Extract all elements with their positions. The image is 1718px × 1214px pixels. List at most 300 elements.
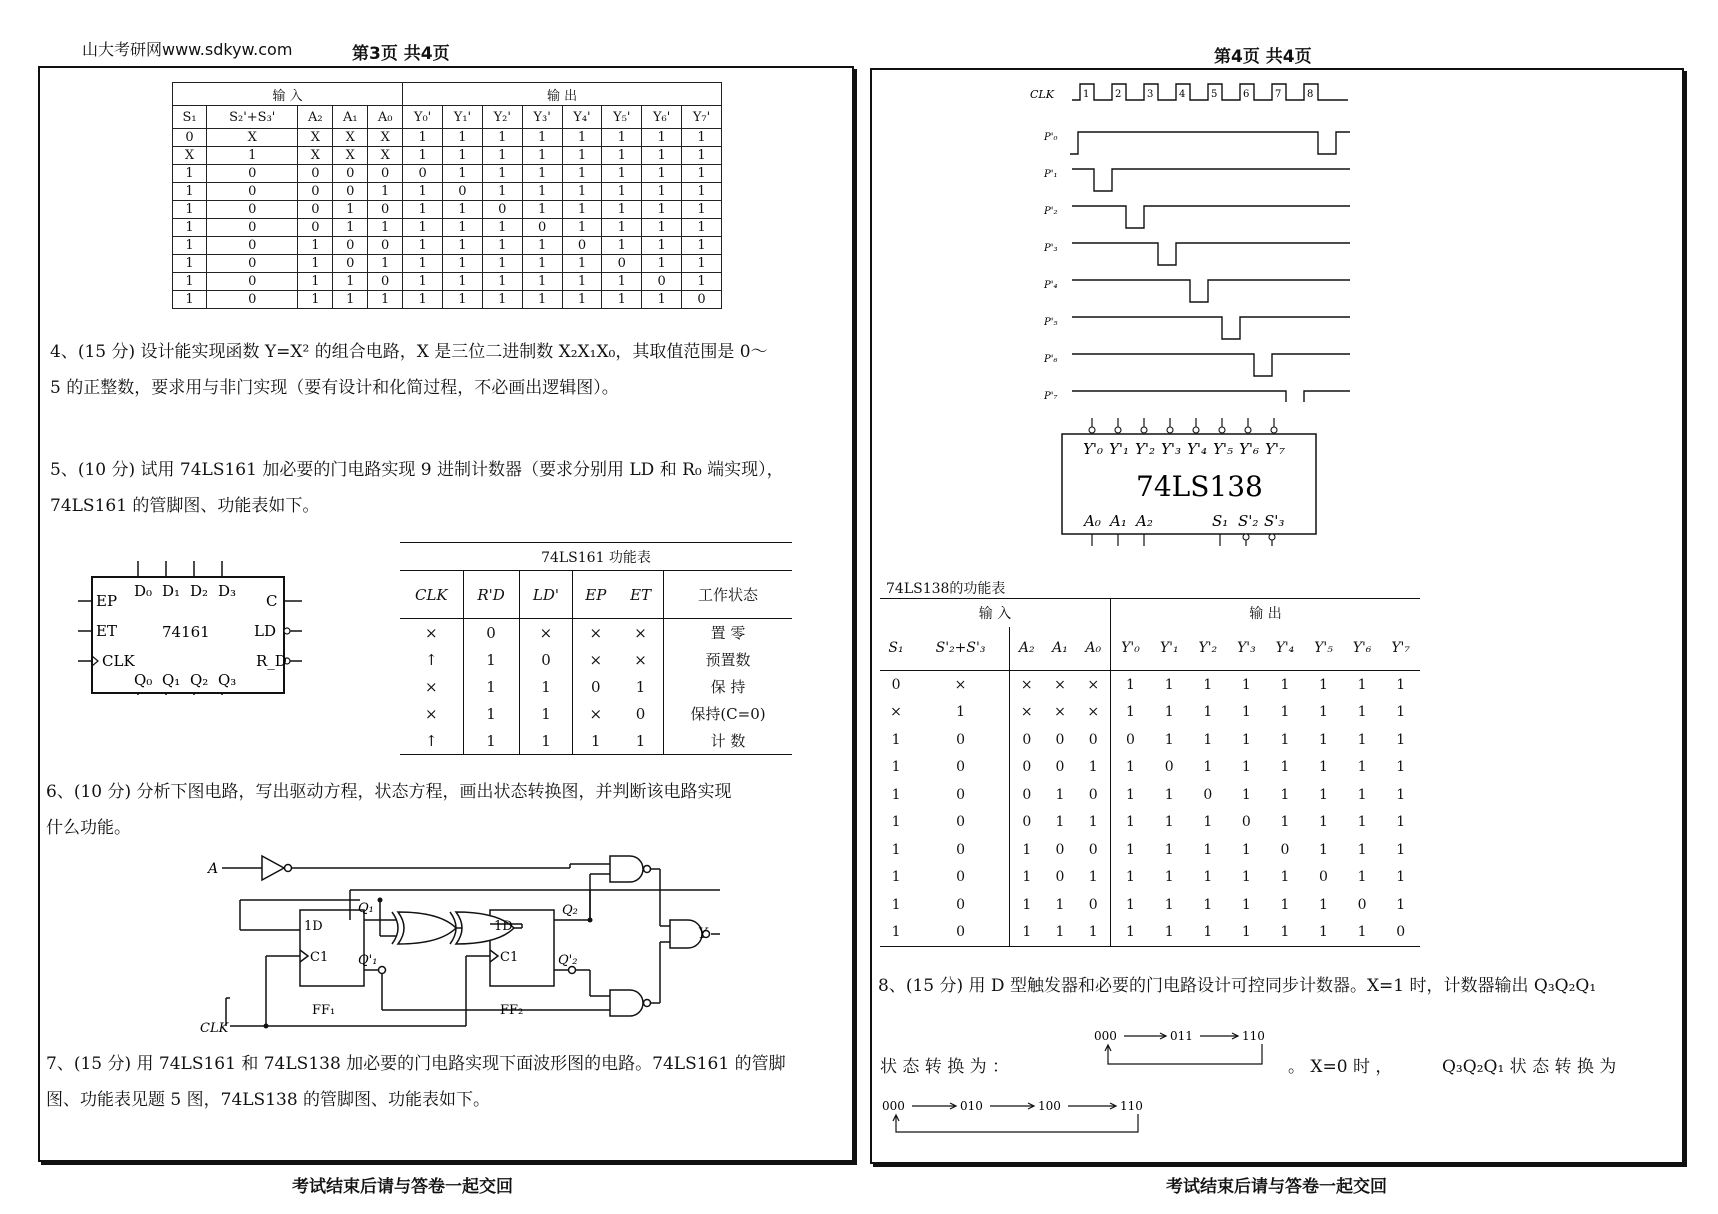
t1-cell: 0 xyxy=(642,273,682,291)
t138-cell: 0 xyxy=(1077,781,1111,809)
t1-cell: 1 xyxy=(522,237,562,255)
t1-cell: 1 xyxy=(298,255,333,273)
t138-cell: 0 xyxy=(912,754,1010,782)
clk-pulse-number: 2 xyxy=(1115,89,1122,100)
t1-cell: 0 xyxy=(368,237,403,255)
t138-cell: 1 xyxy=(1319,896,1328,913)
seq2-state-0: 000 xyxy=(882,1099,905,1113)
t161-cell: × xyxy=(618,646,663,673)
t161-cell: 0 xyxy=(463,619,519,647)
t138-cell: 0 xyxy=(912,809,1010,837)
t1-cell: 1 xyxy=(562,291,602,309)
t138-cell: 1 xyxy=(1319,841,1328,858)
t161-cell: × xyxy=(618,619,663,647)
t138-cell: 1 xyxy=(1319,731,1328,748)
t138-cell: 1 xyxy=(1280,676,1290,693)
t1-cell: 0 xyxy=(443,183,483,201)
table-row xyxy=(880,809,1420,837)
chip138-enable-pin: S'₃ xyxy=(1264,512,1285,530)
table-row xyxy=(173,147,722,165)
circuit-input-a: A xyxy=(208,861,219,877)
t1-cell: X xyxy=(368,147,403,165)
t138-cell: × xyxy=(912,671,1010,699)
t138-cell: 1 xyxy=(1280,869,1290,886)
t1-cell: 1 xyxy=(682,147,722,165)
chip138-address-pin: A₁ xyxy=(1110,512,1127,530)
t161-cell: ↑ xyxy=(400,727,463,755)
t1-cell: 1 xyxy=(403,129,443,147)
question-5 xyxy=(50,452,840,524)
signal-waveform xyxy=(1072,169,1350,191)
t138-group-output: 输 出 xyxy=(1249,605,1282,622)
t138-cell: 1 xyxy=(1319,924,1328,941)
t1-cell: 1 xyxy=(482,147,522,165)
clk-pulse-number: 7 xyxy=(1275,89,1282,100)
t138-cell: 1 xyxy=(1396,896,1406,913)
t138-cell: 1 xyxy=(891,731,901,748)
question-8 xyxy=(878,968,1678,1004)
seq1-state-1: 011 xyxy=(1170,1029,1193,1043)
t138-cell: 1 xyxy=(1164,676,1174,693)
t1-cell: 0 xyxy=(298,165,333,183)
t1-cell: 1 xyxy=(682,129,722,147)
signal-label: P'₆ xyxy=(1044,354,1058,365)
chip138-enable-pin: S₁ xyxy=(1212,512,1229,530)
t1-cell: 1 xyxy=(173,291,207,309)
t1-cell: 1 xyxy=(682,255,722,273)
header-site: 山大考研网www.sdkyw.com xyxy=(82,40,293,59)
table-row xyxy=(173,291,722,309)
t138-col-header: S₁ xyxy=(888,640,904,657)
t138-cell: 1 xyxy=(1077,919,1111,947)
t1-col-header: Y₆' xyxy=(642,106,682,129)
question-7 xyxy=(46,1046,846,1118)
t138-cell: × xyxy=(1077,671,1111,699)
t1-cell: 1 xyxy=(443,165,483,183)
t138-cell: 1 xyxy=(1203,896,1213,913)
signal-waveform xyxy=(1072,280,1350,302)
t138-group-input: 输 入 xyxy=(880,599,1110,627)
t138-cell: 1 xyxy=(1396,814,1406,831)
table-row xyxy=(880,891,1420,919)
t1-cell: 0 xyxy=(298,183,333,201)
t138-col-header: Y'₃ xyxy=(1237,640,1256,657)
t161-cell: × xyxy=(400,619,463,647)
t1-cell: 1 xyxy=(443,201,483,219)
t1-cell: 1 xyxy=(403,183,443,201)
table-row xyxy=(880,754,1420,782)
t138-cell: 1 xyxy=(1077,754,1111,782)
t138-cell: 1 xyxy=(1396,704,1406,721)
t1-cell: 1 xyxy=(602,129,642,147)
header-page-left: 第3页 共4页 xyxy=(352,44,450,64)
t138-cell: 1 xyxy=(1022,841,1032,858)
clk-pulse-number: 4 xyxy=(1179,89,1186,100)
t138-cell: 1 xyxy=(1241,786,1251,803)
t161-cell: 1 xyxy=(463,673,519,700)
t161-cell: ↑ xyxy=(400,646,463,673)
t138-cell: 0 xyxy=(912,864,1010,892)
t138-col-header: A₁ xyxy=(1052,640,1068,657)
t161-cell: × xyxy=(589,623,603,642)
t138-cell: 1 xyxy=(1357,759,1367,776)
t1-cell: 1 xyxy=(642,147,682,165)
table-row xyxy=(400,700,792,727)
t138-cell: 1 xyxy=(1319,676,1328,693)
decoder-table-1 xyxy=(172,82,722,309)
table-row xyxy=(400,673,792,700)
t1-cell: 1 xyxy=(562,273,602,291)
t1-cell: 0 xyxy=(403,165,443,183)
t138-cell: 1 xyxy=(1077,809,1111,837)
t138-cell: 0 xyxy=(1022,759,1032,776)
t138-cell: 0 xyxy=(912,919,1010,947)
t138-cell: 1 xyxy=(1203,704,1213,721)
t1-cell: 1 xyxy=(562,219,602,237)
t138-cell: 0 xyxy=(1055,841,1065,858)
t138-cell: × xyxy=(1077,699,1111,727)
seq1-state-0: 000 xyxy=(1094,1029,1117,1043)
t138-cell: 1 xyxy=(1396,731,1406,748)
t1-cell: 0 xyxy=(368,273,403,291)
t138-cell: 1 xyxy=(1164,786,1174,803)
t161-cell: 1 xyxy=(618,727,663,755)
t1-cell: X xyxy=(333,129,368,147)
t138-cell: 1 xyxy=(1241,841,1251,858)
t161-cell: 置 零 xyxy=(710,624,746,642)
t1-cell: X xyxy=(173,147,207,165)
table-row xyxy=(173,237,722,255)
t1-cell: 1 xyxy=(642,129,682,147)
t1-cell: 1 xyxy=(368,183,403,201)
t138-cell: 1 xyxy=(1126,676,1135,693)
table-row xyxy=(173,201,722,219)
ff1-c-label: C1 xyxy=(310,950,329,965)
t138-cell: 0 xyxy=(1126,731,1135,748)
t138-cell: 0 xyxy=(1241,814,1251,831)
ff1-name: FF₁ xyxy=(312,1003,336,1018)
chip-74138-diagram xyxy=(1052,418,1332,548)
t161-col-state: 工作状态 xyxy=(663,571,792,619)
t138-cell: 1 xyxy=(1396,786,1406,803)
t1-col-header: Y₄' xyxy=(562,106,602,129)
t138-col-header: A₂ xyxy=(1018,640,1035,657)
t1-cell: 1 xyxy=(682,183,722,201)
t138-cell: 0 xyxy=(1077,891,1111,919)
t1-cell: 1 xyxy=(602,201,642,219)
t1-col-header: A₀ xyxy=(368,106,403,129)
t138-cell: 1 xyxy=(1357,869,1367,886)
t138-cell: 1 xyxy=(1396,759,1406,776)
table-row xyxy=(400,619,792,647)
pin-et: ET xyxy=(96,622,117,640)
t1-cell: 1 xyxy=(443,129,483,147)
t161-cell: × xyxy=(400,700,463,727)
t161-col-ld: LD' xyxy=(519,571,573,619)
t1-cell: 1 xyxy=(403,255,443,273)
signal-waveform xyxy=(1072,206,1350,228)
t1-cell: 1 xyxy=(562,147,602,165)
t1-cell: 1 xyxy=(522,201,562,219)
t138-cell: 1 xyxy=(891,814,901,831)
q5-line-2: 74LS161 的管脚图、功能表如下。 xyxy=(50,496,320,516)
t1-cell: 1 xyxy=(682,201,722,219)
t138-cell: 1 xyxy=(1396,869,1406,886)
chip-74161-name: 74161 xyxy=(162,623,210,641)
signal-label: P'₅ xyxy=(1044,317,1058,328)
q6-line-2: 什么功能。 xyxy=(46,818,131,838)
t1-cell: 1 xyxy=(368,219,403,237)
t1-cell: 1 xyxy=(562,165,602,183)
t138-cell: 1 xyxy=(1055,786,1065,803)
t1-cell: 0 xyxy=(207,165,298,183)
t138-cell: 1 xyxy=(1280,759,1290,776)
t138-col-header: Y'₂ xyxy=(1198,640,1218,657)
t138-cell: 0 xyxy=(1280,841,1290,858)
header-page-right: 第4页 共4页 xyxy=(1214,47,1312,67)
t138-cell: 1 xyxy=(1319,786,1328,803)
t138-col-header: Y'₆ xyxy=(1352,640,1372,657)
t138-cell: 1 xyxy=(1022,924,1032,941)
t1-col-header: A₁ xyxy=(333,106,368,129)
state-sequence-x1 xyxy=(1090,1022,1280,1072)
pin-q1: Q₁ xyxy=(162,671,181,689)
t138-cell: × xyxy=(1020,704,1033,721)
t1-cell: 1 xyxy=(173,273,207,291)
table-row xyxy=(173,219,722,237)
t138-cell: 1 xyxy=(1164,924,1174,941)
t1-cell: 1 xyxy=(173,219,207,237)
t1-cell: 1 xyxy=(602,165,642,183)
pin-ep: EP xyxy=(96,592,118,610)
t138-cell: 0 xyxy=(891,676,901,693)
t1-cell: 0 xyxy=(333,183,368,201)
t1-cell: 1 xyxy=(482,219,522,237)
t138-cell: 1 xyxy=(1319,814,1328,831)
signal-waveform xyxy=(1072,317,1350,339)
t161-title: 74LS161 功能表 xyxy=(400,543,792,571)
t138-cell: 0 xyxy=(912,891,1010,919)
state-sequence-x0 xyxy=(880,1094,1170,1150)
q4-line-1: 4、(15 分) 设计能实现函数 Y=X² 的组合电路，X 是三位二进制数 X₂X₁X₀，其取值范围是 0～ xyxy=(50,342,768,362)
clk-pulse-number: 6 xyxy=(1243,89,1250,100)
t1-cell: 1 xyxy=(403,147,443,165)
t1-cell: 1 xyxy=(522,291,562,309)
t138-cell: 1 xyxy=(1055,924,1065,941)
signal-label: P'₄ xyxy=(1044,280,1058,291)
t138-cell: 1 xyxy=(1280,704,1290,721)
q4-line-2: 5 的正整数，要求用与非门实现（要有设计和化简过程，不必画出逻辑图）。 xyxy=(50,378,619,398)
waveform-diagram xyxy=(1030,72,1350,402)
q8-line-1: 8、(15 分) 用 D 型触发器和必要的门电路设计可控同步计数器。X=1 时，计数器输出 Q₃Q₂Q₁ xyxy=(878,976,1597,996)
t138-col-header: Y'₄ xyxy=(1275,640,1295,657)
table-row xyxy=(880,781,1420,809)
t138-cell: 1 xyxy=(1164,731,1174,748)
t1-cell: 1 xyxy=(602,237,642,255)
t138-cell: 1 xyxy=(1126,924,1135,941)
chip-74161-diagram xyxy=(70,555,320,695)
chip138-output-pin: Y'₁ xyxy=(1109,440,1130,458)
t1-cell: 0 xyxy=(298,201,333,219)
t1-cell: 1 xyxy=(642,165,682,183)
table-row xyxy=(173,165,722,183)
t138-cell: 1 xyxy=(1357,841,1367,858)
t138-cell: 0 xyxy=(1022,814,1032,831)
t1-cell: 1 xyxy=(333,219,368,237)
table-row xyxy=(400,727,792,755)
t161-col-rd: R'D xyxy=(463,571,519,619)
t138-cell: 0 xyxy=(1203,786,1213,803)
t1-cell: 1 xyxy=(642,291,682,309)
t1-cell: 1 xyxy=(333,291,368,309)
t138-cell: 0 xyxy=(1055,869,1065,886)
t138-cell: 0 xyxy=(1055,731,1065,748)
t138-cell: 1 xyxy=(1022,896,1032,913)
t1-cell: 1 xyxy=(443,237,483,255)
t138-cell: 1 xyxy=(1203,814,1213,831)
chip138-output-pin: Y'₃ xyxy=(1161,440,1182,458)
t1-cell: 1 xyxy=(482,165,522,183)
t138-cell: 1 xyxy=(1203,924,1213,941)
inverter-gate xyxy=(262,856,284,880)
t138-col-header: A₀ xyxy=(1077,627,1111,671)
pin-q2: Q₂ xyxy=(190,671,209,689)
t1-cell: 1 xyxy=(403,219,443,237)
t1-cell: 0 xyxy=(207,255,298,273)
t161-cell: 1 xyxy=(519,727,573,755)
t1-cell: 1 xyxy=(522,255,562,273)
t138-cell: 1 xyxy=(1126,814,1135,831)
table-row xyxy=(173,129,722,147)
t161-cell: 预置数 xyxy=(705,651,751,669)
q7-line-2: 图、功能表见题 5 图，74LS138 的管脚图、功能表如下。 xyxy=(46,1090,491,1110)
chip138-output-pin: Y'₇ xyxy=(1265,440,1286,458)
sequential-circuit xyxy=(200,838,720,1038)
t161-cell: 计 数 xyxy=(663,727,792,755)
t1-cell: 0 xyxy=(368,201,403,219)
t138-cell: 1 xyxy=(1357,704,1367,721)
t161-col-clk: CLK xyxy=(400,571,463,619)
signal-label: P'₃ xyxy=(1044,243,1058,254)
function-table-74161 xyxy=(400,542,792,755)
t1-cell: 0 xyxy=(333,165,368,183)
t1-cell: 1 xyxy=(482,129,522,147)
t138-cell: 0 xyxy=(1022,786,1032,803)
ff1-d-label: 1D xyxy=(304,919,323,934)
t1-cell: 1 xyxy=(642,219,682,237)
t1-cell: 1 xyxy=(682,165,722,183)
t138-cell: 1 xyxy=(1241,869,1251,886)
ff1-qn-label: Q'₁ xyxy=(358,953,378,968)
t138-cell: 1 xyxy=(891,841,901,858)
t1-cell: 1 xyxy=(443,291,483,309)
t138-cell: 1 xyxy=(1055,896,1065,913)
table-row xyxy=(880,919,1420,947)
t1-cell: 1 xyxy=(298,291,333,309)
t1-col-header: Y₃' xyxy=(522,106,562,129)
t138-cell: 1 xyxy=(1396,676,1406,693)
t1-cell: 0 xyxy=(368,165,403,183)
t1-cell: X xyxy=(207,129,298,147)
t138-cell: 1 xyxy=(1241,731,1251,748)
t1-cell: 1 xyxy=(682,219,722,237)
table-row xyxy=(173,255,722,273)
signal-waveform xyxy=(1072,354,1350,376)
t138-cell: 1 xyxy=(891,786,901,803)
question-4 xyxy=(50,334,840,406)
t138-cell: 1 xyxy=(1357,924,1367,941)
t138-col-header: Y'₅ xyxy=(1314,640,1333,657)
t138-cell: 0 xyxy=(912,726,1010,754)
function-table-74138 xyxy=(880,598,1420,947)
chip138-address-pin: A₀ xyxy=(1084,512,1101,530)
t138-cell: 0 xyxy=(1396,924,1406,941)
t138-cell: 0 xyxy=(1164,759,1174,776)
t1-cell: 1 xyxy=(562,201,602,219)
t138-cell: 1 xyxy=(891,896,901,913)
table-row xyxy=(880,699,1420,727)
t1-cell: 1 xyxy=(482,291,522,309)
t1-cell: 0 xyxy=(333,237,368,255)
pin-rd: R_D xyxy=(256,652,287,670)
t138-col-header: S'₂+S'₃ xyxy=(912,627,1010,671)
q6-line-1: 6、(10 分) 分析下图电路，写出驱动方程，状态方程，画出状态转换图，并判断该电路实现 xyxy=(46,782,732,802)
t1-cell: 1 xyxy=(333,273,368,291)
t1-cell: 1 xyxy=(482,183,522,201)
t138-cell: 0 xyxy=(1055,759,1065,776)
t161-cell: 0 xyxy=(519,646,573,673)
t161-cell: 保持(C=0) xyxy=(690,705,766,723)
ff2-name: FF₂ xyxy=(500,1003,524,1018)
t1-cell: 1 xyxy=(443,255,483,273)
pin-d1: D₁ xyxy=(162,582,181,600)
t1-col-header: S₂'+S₃' xyxy=(207,106,298,129)
signal-label: P'₁ xyxy=(1044,169,1058,180)
t1-cell: 1 xyxy=(682,273,722,291)
t138-cell: 1 xyxy=(891,924,901,941)
t1-cell: 1 xyxy=(207,147,298,165)
t1-cell: 0 xyxy=(482,201,522,219)
pin-d0: D₀ xyxy=(134,582,153,600)
t138-cell: 1 xyxy=(1203,759,1213,776)
t1-cell: X xyxy=(298,129,333,147)
t138-col-header: Y'₀ xyxy=(1121,640,1140,657)
t1-cell: 1 xyxy=(522,273,562,291)
t1-cell: 1 xyxy=(602,147,642,165)
table-row xyxy=(880,726,1420,754)
nand-gate-1 xyxy=(610,856,643,882)
t161-cell: × xyxy=(519,619,573,647)
t1-cell: X xyxy=(368,129,403,147)
footer-left: 考试结束后请与答卷一起交回 xyxy=(292,1177,513,1197)
t138-cell: 1 xyxy=(1164,841,1174,858)
t138-cell: 1 xyxy=(1055,814,1065,831)
t138-cell: 1 xyxy=(1164,869,1174,886)
t138-cell: 0 xyxy=(1022,731,1032,748)
t1-cell: 1 xyxy=(482,273,522,291)
t1-cell: X xyxy=(298,147,333,165)
seq2-state-2: 100 xyxy=(1038,1099,1061,1113)
t138-cell: 1 xyxy=(1126,869,1135,886)
t161-cell: × xyxy=(589,704,603,723)
t1-col-header: Y₂' xyxy=(482,106,522,129)
ff2-qn-label: Q'₂ xyxy=(558,953,578,968)
circuit-input-clk: CLK xyxy=(200,1021,229,1036)
t1-col-header: Y₅' xyxy=(602,106,642,129)
t1-cell: X xyxy=(333,147,368,165)
q7-line-1: 7、(15 分) 用 74LS161 和 74LS138 加必要的门电路实现下面波形图的电路。74LS161 的管脚 xyxy=(46,1054,786,1074)
t1-cell: 1 xyxy=(403,273,443,291)
